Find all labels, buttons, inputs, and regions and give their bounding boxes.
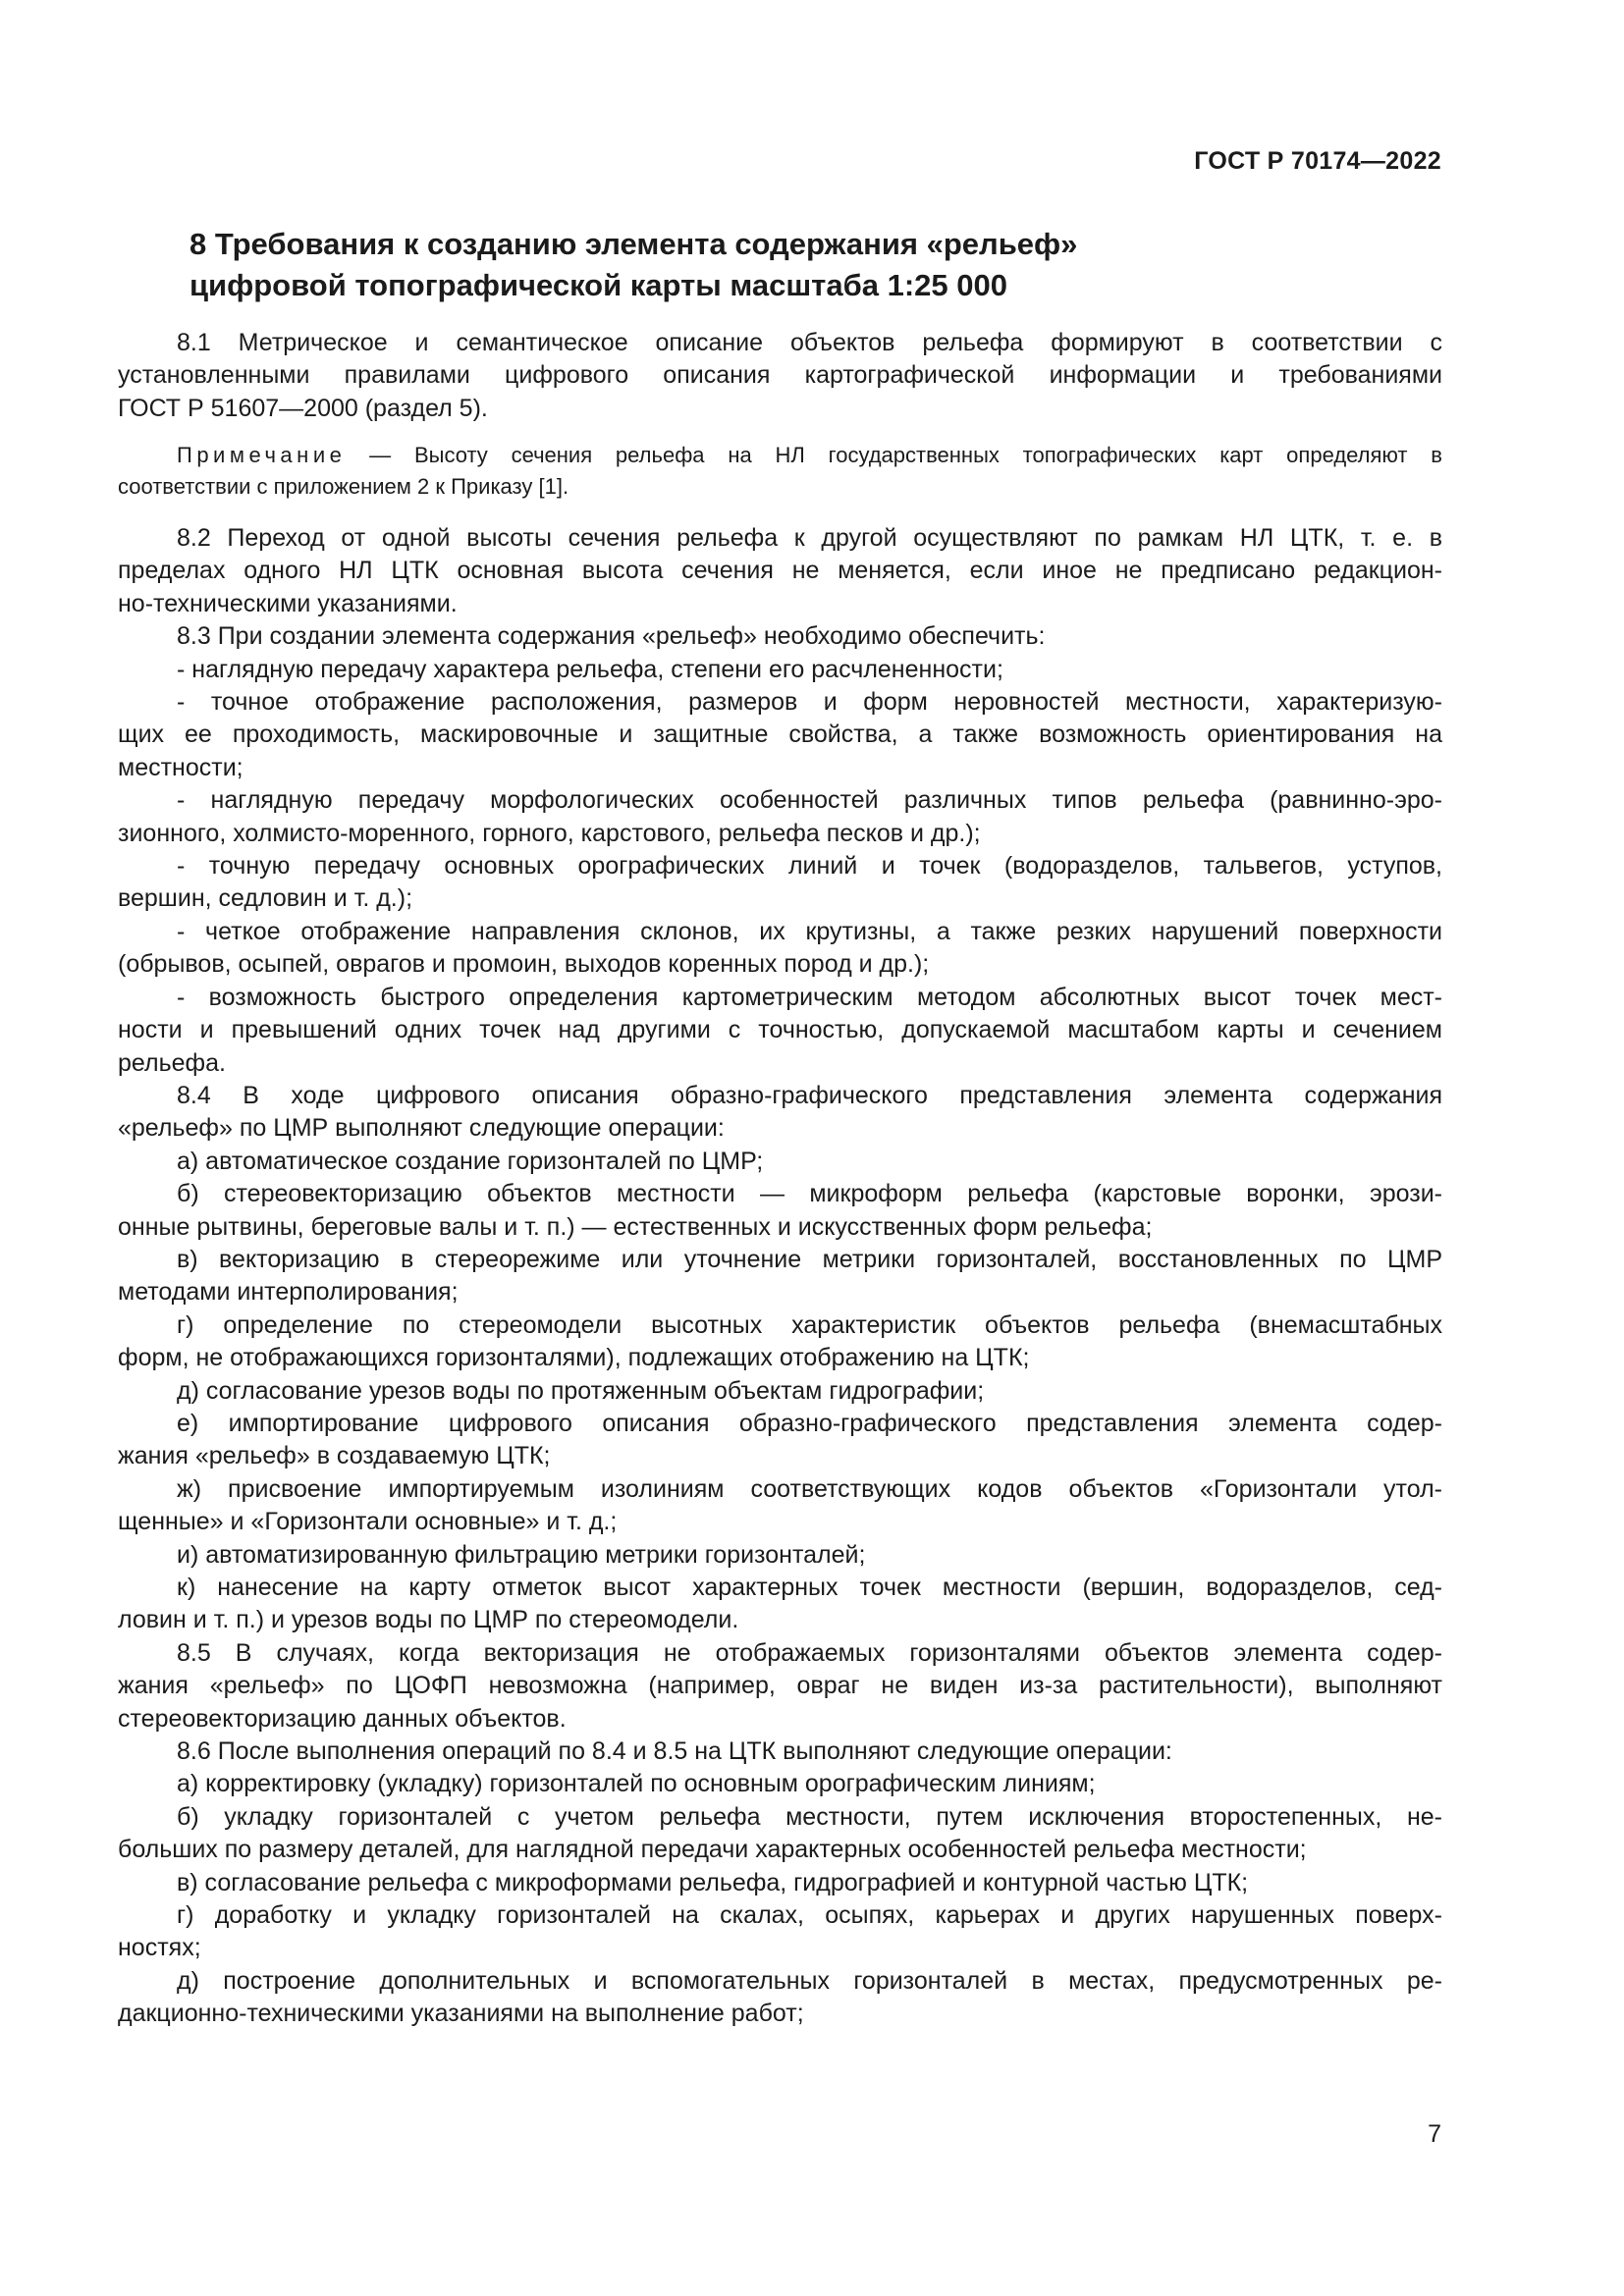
list-item-line: вершин, седловин и т. д.);	[118, 884, 413, 913]
list-item-line: - возможность быстрого определения картометрическим методом абсолютных высот точек мест-	[177, 983, 1442, 1011]
paragraph-line: пределах одного НЛ ЦТК основная высота сечения не меняется, если иное не предписано редакцион-	[118, 557, 1442, 585]
paragraph-line: 8.4 В ходе цифрового описания образно-графического представления элемента содержания	[177, 1081, 1442, 1109]
paragraph-line: «рельеф» по ЦМР выполняют следующие операции:	[118, 1114, 725, 1143]
list-item-line: зионного, холмисто-моренного, горного, карстового, рельефа песков и др.);	[118, 819, 981, 847]
list-item-line: и) автоматизированную фильтрацию метрики горизонталей;	[177, 1540, 866, 1569]
list-item-line: б) стереовекторизацию объектов местности — микроформ рельефа (карстовые воронки, эрози-	[177, 1180, 1442, 1208]
list-item-line: д) согласование урезов воды по протяженным объектам гидрографии;	[177, 1376, 985, 1405]
list-item-line: дакционно-техническими указаниями на выполнение работ;	[118, 2000, 804, 2028]
paragraph-line: 8.6 После выполнения операций по 8.4 и 8.5 на ЦТК выполняют следующие операции:	[177, 1737, 1172, 1766]
note-label: Примечание	[177, 443, 347, 467]
list-item-line: г) доработку и укладку горизонталей на скалах, осыпях, карьерах и других нарушенных поверх-	[177, 1901, 1442, 1930]
list-item-line: - точное отображение расположения, размеров и форм неровностей местности, характеризую-	[177, 688, 1442, 717]
list-item-line: - наглядную передачу морфологических особенностей различных типов рельефа (равнинно-эро-	[177, 786, 1442, 815]
list-item-line: к) нанесение на карту отметок высот характерных точек местности (вершин, водоразделов, сед-	[177, 1574, 1442, 1601]
paragraph-line: 8.1 Метрическое и семантическое описание объектов рельефа формируют в соответствии с	[177, 329, 1442, 356]
list-item-line: щенные» и «Горизонтали основные» и т. д.;	[118, 1508, 618, 1536]
list-item-line: ж) присвоение импортируемым изолиниям соответствующих кодов объектов «Горизонтали утол-	[177, 1474, 1442, 1503]
list-item-line: форм, не отображающихся горизонталями), подлежащих отображению на ЦТК;	[118, 1344, 1030, 1372]
paragraph-line: жания «рельеф» по ЦОФП невозможна (например, овраг не виден из-за растительности), выполняют	[118, 1672, 1442, 1700]
section-title-line: цифровой топографической карты масштаба 1:25 000	[189, 268, 1007, 302]
list-item-line: д) построение дополнительных и вспомогательных горизонталей в местах, предусмотренных ре-	[177, 1966, 1442, 1995]
list-item-line: ности и превышений одних точек над другими с точностью, допускаемой масштабом карты и сечением	[118, 1016, 1442, 1044]
list-item-line: ловин и т. п.) и урезов воды по ЦМР по стереомодели.	[118, 1606, 739, 1634]
list-item-line: больших по размеру деталей, для наглядной передачи характерных особенностей рельефа местности;	[118, 1836, 1307, 1864]
list-item-line: а) корректировку (укладку) горизонталей по основным орографическим линиям;	[177, 1770, 1096, 1798]
note-text: — Высоту сечения рельефа на НЛ государственных топографических карт определяют в	[346, 443, 1442, 467]
paragraph-line: установленными правилами цифрового описания картографической информации и требованиями	[118, 361, 1442, 390]
note-block	[118, 440, 1442, 503]
list-item-line: в) векторизацию в стереорежиме или уточнение метрики горизонталей, восстановленных по ЦМР	[177, 1245, 1442, 1273]
list-item-line: онные рытвины, береговые валы и т. п.) — естественных и искусственных форм рельефа;	[118, 1212, 1153, 1241]
list-item-line: ностях;	[118, 1934, 201, 1962]
section-title	[189, 224, 1270, 306]
list-item-line: - точную передачу основных орографических линий и точек (водоразделов, тальвегов, уступов,	[177, 852, 1442, 881]
list-item-line: - четкое отображение направления склонов, их крутизны, а также резких нарушений поверхности	[177, 917, 1442, 945]
page-number: 7	[1428, 2120, 1441, 2148]
list-item-line: местности;	[118, 753, 244, 781]
list-item-line: в) согласование рельефа с микроформами рельефа, гидрографией и контурной частью ЦТК;	[177, 1868, 1249, 1896]
list-item-line: а) автоматическое создание горизонталей по ЦМР;	[177, 1147, 764, 1175]
list-item-line: щих ее проходимость, маскировочные и защитные свойства, а также возможность ориентирования на	[118, 721, 1442, 749]
list-item-line: методами интерполирования;	[118, 1278, 459, 1307]
main-body	[118, 522, 1442, 2031]
list-item-line: жания «рельеф» в создаваемую ЦТК;	[118, 1442, 551, 1470]
paragraph-line: 8.2 Переход от одной высоты сечения рельефа к другой осуществляют по рамкам НЛ ЦТК, т. е. в	[177, 524, 1442, 552]
note-line: соответствии с приложением 2 к Приказу [1].	[118, 474, 569, 499]
paragraph-line: стереовекторизацию данных объектов.	[118, 1704, 567, 1733]
document-code-header: ГОСТ Р 70174—2022	[1194, 147, 1441, 175]
paragraph-line: но-техническими указаниями.	[118, 589, 458, 617]
paragraph-line: 8.5 В случаях, когда векторизация не отображаемых горизонталями объектов элемента содер-	[177, 1638, 1442, 1667]
paragraph-8-1	[118, 327, 1442, 425]
paragraph-line: 8.3 При создании элемента содержания «рельеф» необходимо обеспечить:	[177, 622, 1046, 651]
list-item-line: (обрывов, осыпей, оврагов и промоин, выходов коренных пород и др.);	[118, 950, 930, 979]
note-line	[118, 440, 1442, 471]
list-item-line: б) укладку горизонталей с учетом рельефа местности, путем исключения второстепенных, не-	[177, 1802, 1442, 1831]
paragraph-line: ГОСТ Р 51607—2000 (раздел 5).	[118, 394, 488, 422]
list-item-line: рельефа.	[118, 1048, 226, 1077]
list-item-line: - наглядную передачу характера рельефа, степени его расчлененности;	[177, 655, 1003, 683]
section-title-line: 8 Требования к созданию элемента содержания «рельеф»	[189, 227, 1078, 261]
list-item-line: г) определение по стереомодели высотных характеристик объектов рельефа (внемасштабных	[177, 1310, 1442, 1339]
list-item-line: е) импортирование цифрового описания образно-графического представления элемента содер-	[177, 1409, 1442, 1437]
